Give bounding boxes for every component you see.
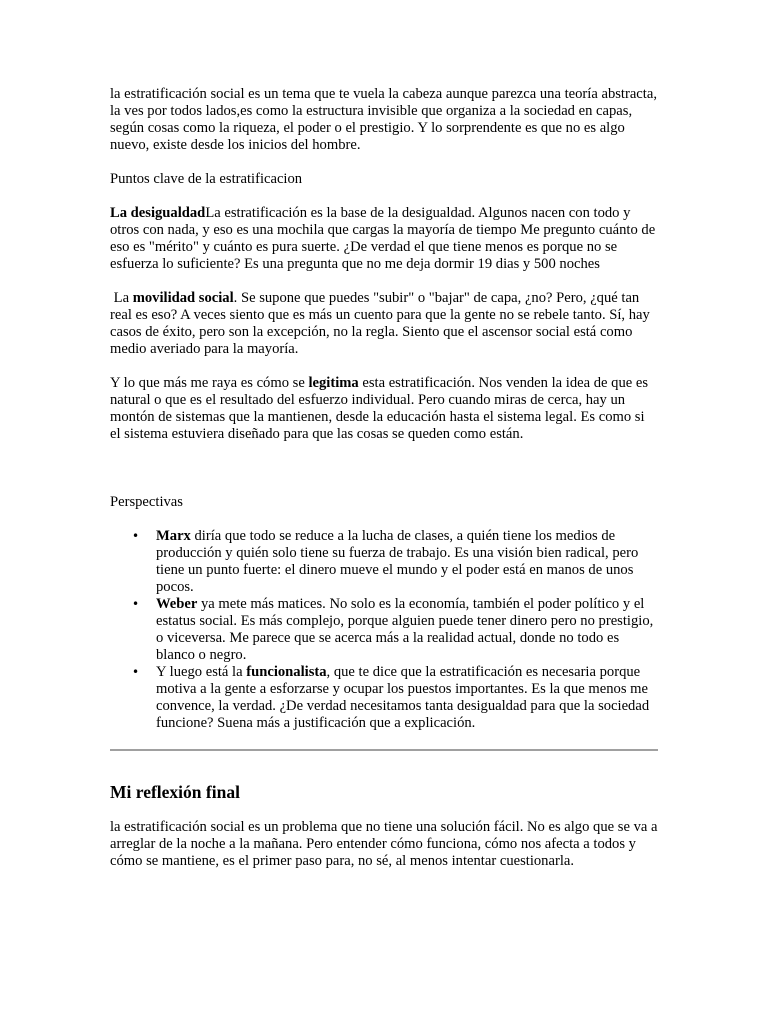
- list-item-weber: [132, 596, 658, 664]
- list-item-term: Marx: [156, 528, 191, 544]
- list-item-text: ya mete más matices. No solo es la economía, también el poder político y el estatus social. Es más complejo, porque alguien puede tener dinero pero no prestigio, o viceversa. Me parece que se acerca más a la realidad actual, donde no todo es blanco o negro.: [156, 596, 654, 663]
- legitimation-prefix: Y lo que más me raya es cómo se: [110, 375, 309, 391]
- list-item-marx: [132, 528, 658, 596]
- list-item-term: funcionalista: [246, 664, 327, 680]
- inequality-paragraph: [110, 205, 658, 273]
- legitimation-text: esta estratificación. Nos venden la idea de que es natural o que es el resultado del esfuerzo individual. Pero cuando miras de cerca, hay un montón de sistemas que la mantienen, desde la educación hasta el sistema legal. Es como si el sistema estuviera diseñado para que las cosas se queden como están.: [110, 375, 649, 442]
- mobility-term: movilidad social: [132, 290, 234, 306]
- inequality-text: La estratificación es la base de la desigualdad. Algunos nacen con todo y otros con nada, y eso es una mochila que cargas la mayoría de tiempo Me pregunto cuánto de eso es "mérito" y cuánto es pura suerte. ¿De verdad el que tiene menos es porque no se esfuerza lo suficiente? Es una pregunta que no me deja dormir 19 dias y 500 noches: [110, 205, 656, 272]
- list-item-functionalist: [132, 664, 658, 732]
- bullet-icon: •: [132, 597, 140, 611]
- inequality-term: La desigualdad: [110, 205, 206, 221]
- document-page: [110, 86, 658, 870]
- list-item-prefix: Y luego está la: [156, 664, 247, 680]
- bullet-icon: •: [132, 665, 140, 679]
- perspectives-list: [110, 528, 658, 732]
- list-item-text: , que te dice que la estratificación es necesaria porque motiva a la gente a esforzarse y ocupar los puestos importantes. Es la que menos me convence, la verdad. ¿De verdad necesitamos tanta desigualdad para que la sociedad funcione? Suena más a justificación que a explicación.: [156, 664, 650, 731]
- mobility-prefix: La: [110, 290, 133, 306]
- legitimation-paragraph: [110, 375, 658, 443]
- intro-paragraph: la estratificación social es un tema que te vuela la cabeza aunque parezca una teoría abstracta, la ves por todos lados,es como la estructura invisible que organiza a la sociedad en capas, según cosas como la riqueza, el poder o el prestigio. Y lo sorprendente es que no es algo nuevo, existe desde los inicios del hombre.: [110, 86, 657, 153]
- final-reflection-paragraph: la estratificación social es un problema que no tiene una solución fácil. No es algo que se va a arreglar de la noche a la mañana. Pero entender cómo funciona, cómo nos afecta a todos y cómo se mantiene, es el primer paso para, no sé, al menos intentar cuestionarla.: [110, 819, 658, 869]
- legitimation-term: legitima: [308, 375, 359, 391]
- perspectives-heading: Perspectivas: [110, 494, 183, 510]
- mobility-paragraph: [110, 290, 658, 358]
- bullet-icon: •: [132, 529, 140, 543]
- list-item-term: Weber: [156, 596, 198, 612]
- key-points-heading: Puntos clave de la estratificacion: [110, 171, 303, 187]
- horizontal-divider: [110, 749, 658, 751]
- list-item-text: diría que todo se reduce a la lucha de clases, a quién tiene los medios de producción y quién solo tiene su fuerza de trabajo. Es una visión bien radical, pero tiene un punto fuerte: el dinero mueve el mundo y el poder está en manos de unos pocos.: [156, 528, 639, 595]
- final-reflection-heading: Mi reflexión final: [110, 782, 240, 802]
- section-spacer: [110, 443, 658, 494]
- mobility-text: . Se supone que puedes "subir" o "bajar" de capa, ¿no? Pero, ¿qué tan real es eso? A veces siento que es más un cuento para que la gente no se rebele tanto. Sí, hay casos de éxito, pero son la excepción, no la regla. Siento que el ascensor social está como medio averiado para la mayoría.: [110, 290, 650, 357]
